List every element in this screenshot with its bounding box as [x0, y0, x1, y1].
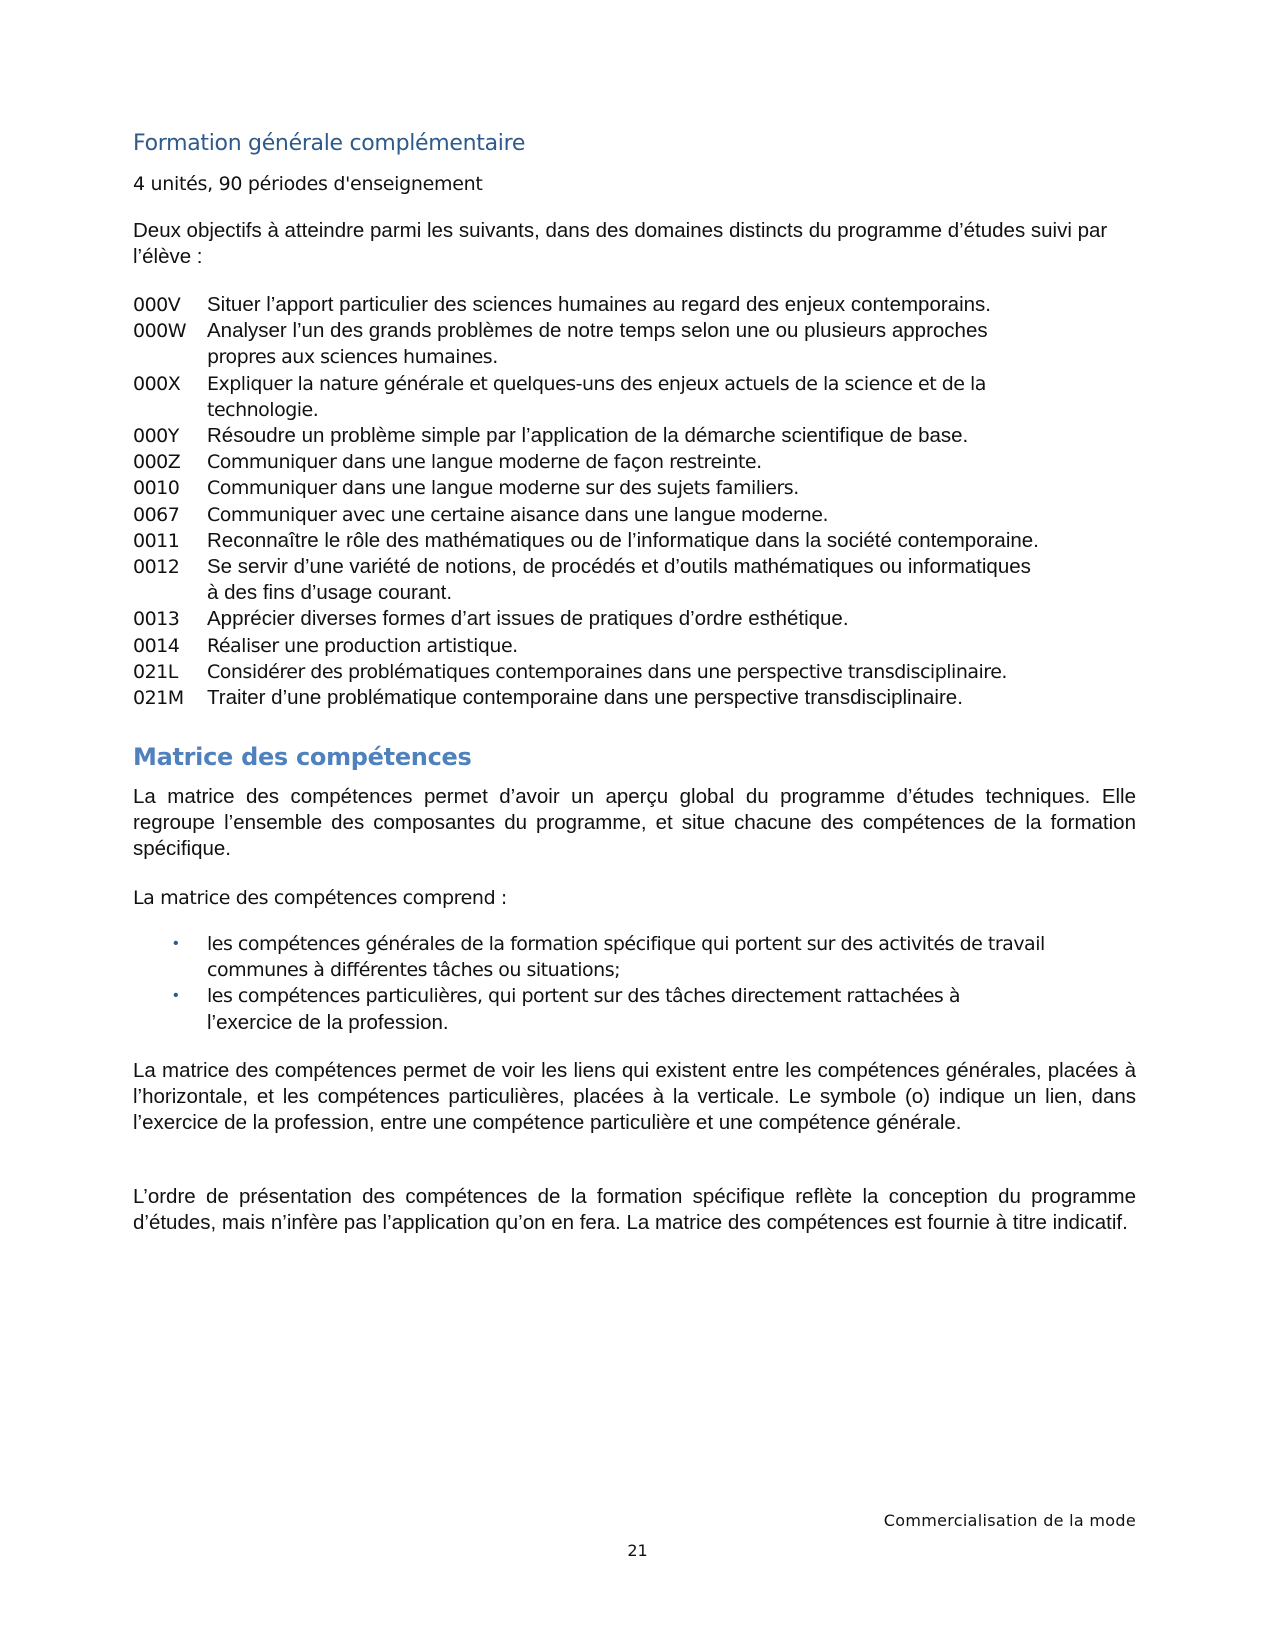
section-heading: Formation générale complémentaire — [133, 131, 526, 156]
objectives-list — [133, 292, 1136, 711]
objective-code: 000X — [133, 372, 181, 395]
bullet-icon: • — [173, 987, 179, 1005]
matrix-paragraph-4: L’ordre de présentation des compétences de la formation spécifique reflète la conception du programme d’études, mais n’infère pas l’application qu’on en fera. La matrice des compétences est fournie à titre indicatif. — [133, 1185, 1136, 1235]
objective-text: Communiquer dans une langue moderne sur des sujets familiers. — [207, 477, 799, 500]
objective-text: Résoudre un problème simple par l’application de la démarche scientifique de base. — [207, 424, 969, 448]
objective-text-cont: propres aux sciences humaines. — [207, 346, 498, 369]
objective-item — [133, 528, 1136, 554]
matrix-paragraph-1: La matrice des compétences permet d’avoir un aperçu global du programme d’études techniques. Elle regroupe l’ensemble des composantes du programme, et situe chacune des compétences de la formation spécifique. — [133, 785, 1136, 861]
objective-code: 021M — [133, 687, 184, 710]
objective-code: 0014 — [133, 634, 180, 657]
objective-code: 000W — [133, 320, 187, 343]
objective-item — [133, 292, 1136, 318]
objective-text: Situer l’apport particulier des sciences humaines au regard des enjeux contemporains. — [207, 293, 991, 316]
objective-text: Communiquer dans une langue moderne de façon restreinte. — [207, 451, 762, 474]
objective-item — [133, 606, 1136, 632]
matrix-paragraph-3: La matrice des compétences permet de voir les liens qui existent entre les compétences générales, placées à l’horizontale, et les compétences particulières, placées à la verticale. Le symbole (o) indique un lien, dans l’exercice de la profession, entre une compétence particulière et une compétence générale. — [133, 1059, 1136, 1135]
objective-text: Reconnaître le rôle des mathématiques ou de l’informatique dans la société contemporaine. — [207, 528, 1039, 552]
objective-code: 000V — [133, 294, 181, 316]
bullet-text: les compétences particulières, qui portent sur des tâches directement rattachées à — [207, 985, 960, 1008]
objective-item — [133, 554, 1136, 606]
objective-text: Apprécier diverses formes d’art issues de pratiques d’ordre esthétique. — [207, 607, 849, 631]
objective-item — [133, 685, 1136, 711]
objective-code: 0011 — [133, 529, 180, 552]
objective-code: 0010 — [133, 477, 180, 500]
footer-document-title: Commercialisation de la mode — [883, 1511, 1136, 1530]
section-subtitle: 4 unités, 90 périodes d'enseignement — [133, 173, 483, 195]
objective-text: Expliquer la nature générale et quelques-uns des enjeux actuels de la science et de la — [207, 372, 986, 395]
objective-text-cont: technologie. — [207, 398, 319, 421]
intro-paragraph: Deux objectifs à atteindre parmi les suivants, dans des domaines distincts du programme d’études suivi par l’élève : — [133, 219, 1108, 268]
matrix-bullet-list — [133, 931, 1136, 1036]
objective-item — [133, 475, 1136, 501]
objective-text: Considérer des problématiques contemporaines dans une perspective transdisciplinaire. — [207, 660, 1007, 683]
objective-item — [133, 423, 1136, 449]
bullet-item — [133, 983, 1136, 1035]
objective-item — [133, 371, 1136, 423]
objective-code: 000Z — [133, 451, 181, 474]
objective-text: Traiter d’une problématique contemporaine dans une perspective transdisciplinaire. — [207, 686, 963, 710]
objective-item — [133, 318, 1136, 370]
objective-code: 0012 — [133, 556, 180, 579]
objective-text-cont: à des fins d’usage courant. — [207, 581, 453, 605]
objective-item — [133, 659, 1136, 685]
objective-code: 0067 — [133, 503, 180, 526]
objective-item — [133, 449, 1136, 475]
page-number: 21 — [627, 1541, 648, 1560]
objective-code: 0013 — [133, 608, 180, 631]
objective-code: 021L — [133, 660, 178, 683]
bullet-text-cont: l’exercice de la profession. — [207, 1010, 449, 1034]
matrix-paragraph-2: La matrice des compétences comprend : — [133, 887, 507, 909]
objective-text: Réaliser une production artistique. — [207, 634, 518, 657]
objective-text: Analyser l’un des grands problèmes de notre temps selon une ou plusieurs approches — [207, 319, 988, 343]
objective-text: Se servir d’une variété de notions, de procédés et d’outils mathématiques ou informatiques — [207, 555, 1031, 579]
objective-item — [133, 633, 1136, 659]
objective-text: Communiquer avec une certaine aisance dans une langue moderne. — [207, 503, 828, 526]
bullet-item — [133, 931, 1136, 983]
bullet-text: les compétences générales de la formation spécifique qui portent sur des activités de travail communes à différentes tâches ou situations; — [207, 933, 1045, 982]
objective-code: 000Y — [133, 425, 179, 448]
objective-item — [133, 502, 1136, 528]
bullet-icon: • — [173, 935, 179, 952]
matrix-heading: Matrice des compétences — [133, 743, 472, 771]
